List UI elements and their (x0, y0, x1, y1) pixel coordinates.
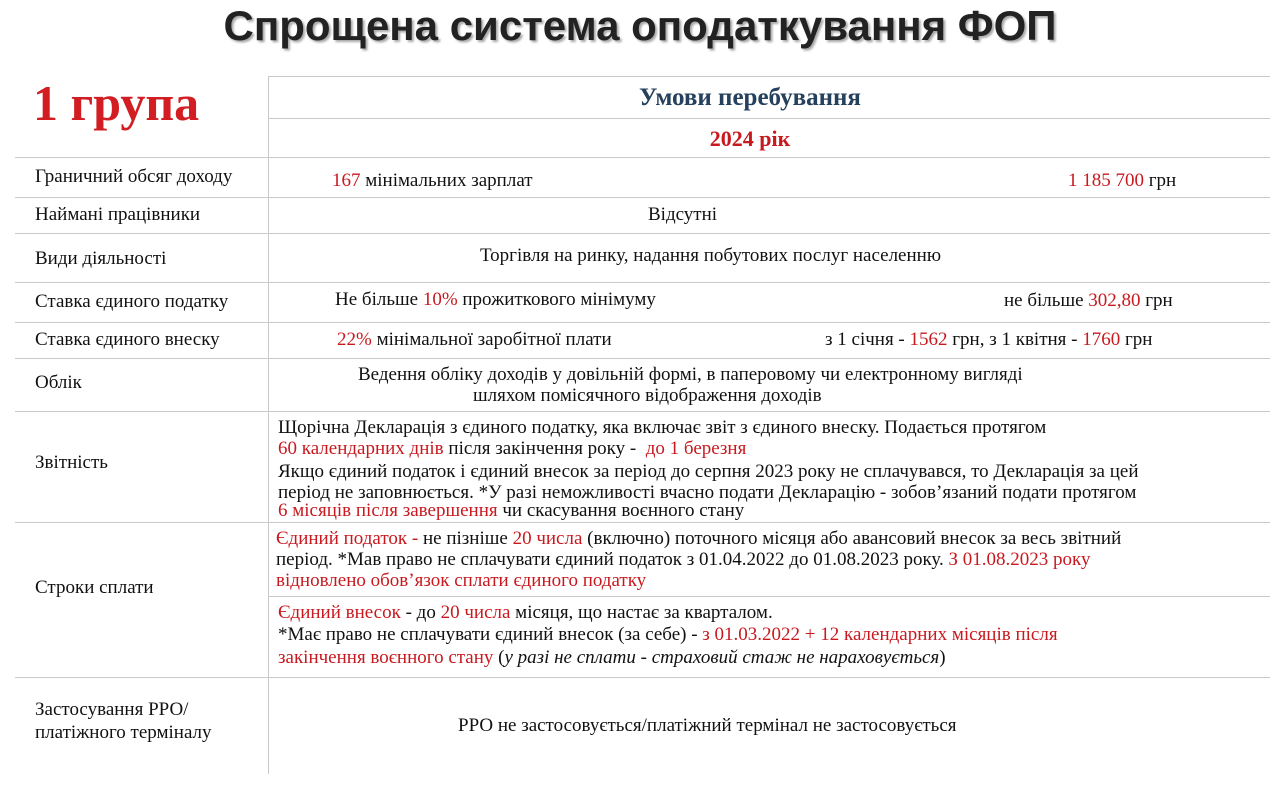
activities-label: Види діяльності (35, 248, 167, 269)
year-header: 2024 рік (709, 126, 791, 151)
reporting-line-1: Щорічна Декларація з єдиного податку, яка включає звіт з єдиного внеску. Подається протягом (278, 417, 1047, 438)
accounting-label: Облік (35, 372, 82, 393)
column-divider (268, 76, 269, 774)
reporting-line-4: період не заповнюється. *У разі неможливості вчасно подати Декларацію - зобов’язаний подати протягом (278, 482, 1137, 503)
payment-tax-line-2: період. *Мав право не сплачувати єдиний податок з 01.04.2022 до 01.08.2023 року. З 01.08.2023 року (276, 549, 1091, 570)
payment-contribution-line-2: *Має право не сплачувати єдиний внесок (за себе) - з 01.03.2022 + 12 календарних місяців після (278, 624, 1058, 645)
row-divider (15, 197, 1270, 198)
tax-rate-value: Не більше 10% прожиткового мінімуму (335, 289, 656, 310)
conditions-header: Умови перебування (639, 84, 861, 111)
activities-value: Торгівля на ринку, надання побутових послуг населенню (480, 245, 942, 266)
contribution-amounts: з 1 січня - 1562 грн, з 1 квітня - 1760 грн (825, 329, 1153, 350)
contribution-rate: 22% мінімальної заробітної плати (337, 329, 612, 350)
accounting-line-2: шляхом помісячного відображення доходів (473, 385, 822, 406)
employees-label: Наймані працівники (35, 204, 201, 225)
rro-value: РРО не застосовується/платіжний термінал не застосовується (458, 715, 957, 736)
row-divider (15, 282, 1270, 283)
reporting-label: Звітність (35, 452, 108, 473)
income-amount: 1 185 700 грн (1068, 170, 1177, 191)
group-heading: 1 група (33, 75, 200, 131)
row-divider (268, 76, 1270, 77)
contribution-label: Ставка єдиного внеску (35, 329, 220, 350)
accounting-line-1: Ведення обліку доходів у довільній формі, в паперовому чи електронному вигляді (358, 364, 1023, 385)
row-divider (268, 118, 1270, 119)
row-divider (15, 322, 1270, 323)
page-title: Спрощена система оподаткування ФОП (223, 2, 1057, 49)
rro-label-line-2: платіжного терміналу (35, 722, 212, 743)
row-divider (15, 233, 1270, 234)
row-divider (15, 411, 1270, 412)
row-divider (15, 157, 1270, 158)
reporting-line-2: 60 календарних днів після закінчення року - до 1 березня (278, 438, 747, 459)
employees-value: Відсутні (648, 204, 718, 225)
payment-contribution-line-1: Єдиний внесок - до 20 числа місяця, що настає за кварталом. (278, 602, 773, 623)
row-divider (15, 522, 1270, 523)
rro-label-line-1: Застосування РРО/ (35, 699, 189, 720)
reporting-line-3: Якщо єдиний податок і єдиний внесок за період до серпня 2023 року не сплачувався, то Декларація за цей (278, 461, 1139, 482)
row-divider (268, 596, 1270, 597)
row-divider (15, 677, 1270, 678)
income-count: 167 мінімальних зарплат (332, 170, 533, 191)
payment-label: Строки сплати (35, 577, 154, 598)
tax-rate-label: Ставка єдиного податку (35, 291, 229, 312)
row-divider (15, 358, 1270, 359)
payment-tax-line-1: Єдиний податок - не пізніше 20 числа (включно) поточного місяця або авансовий внесок за весь звітний (276, 528, 1122, 549)
payment-contribution-line-3: закінчення воєнного стану (у разі не сплати - страховий стаж не нараховується) (278, 647, 946, 668)
payment-tax-line-3: відновлено обов’язок сплати єдиного податку (276, 570, 647, 591)
tax-rate-max: не більше 302,80 грн (1004, 290, 1173, 311)
reporting-line-5: 6 місяців після завершення чи скасування воєнного стану (278, 500, 745, 521)
income-label: Граничний обсяг доходу (35, 166, 233, 187)
